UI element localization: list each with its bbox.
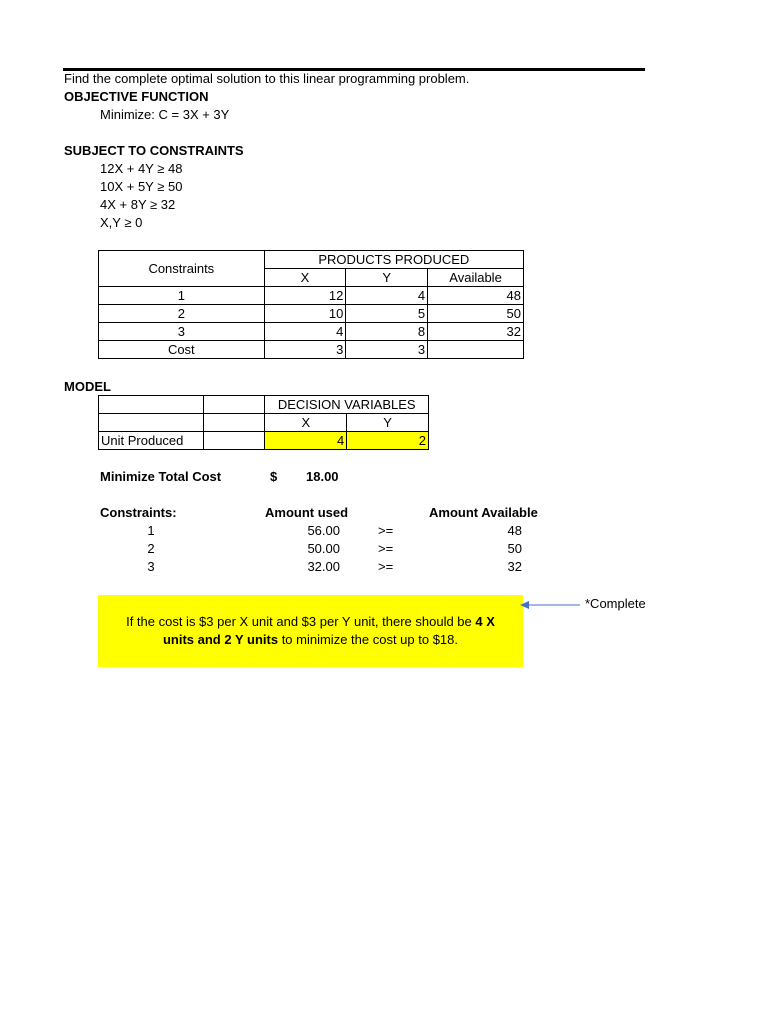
currency-symbol: $ — [270, 469, 278, 484]
unit-produced-label: Unit Produced — [99, 432, 204, 450]
row-label: 3 — [99, 323, 265, 341]
decision-table — [98, 395, 429, 450]
amount-available-label: Amount Available — [429, 505, 538, 520]
header-x: X — [265, 414, 347, 432]
constraint-2: 10X + 5Y ≥ 50 — [100, 179, 183, 194]
table-row — [99, 305, 524, 323]
row-label: 1 — [99, 287, 265, 305]
conclusion-text-bold: 4 X units and 2 Y units — [162, 614, 495, 647]
amount-used: 32.00 — [307, 559, 340, 574]
cell-y: 4 — [346, 287, 428, 305]
cell-x: 10 — [264, 305, 346, 323]
min-cost-label: Minimize Total Cost — [100, 469, 222, 484]
table-row — [99, 323, 524, 341]
side-note: *Complete — [585, 596, 646, 611]
row-label: Cost — [99, 341, 265, 359]
cell-available: 48 — [428, 287, 524, 305]
cell-y: 8 — [346, 323, 428, 341]
header-x: X — [264, 269, 346, 287]
constraints-heading: SUBJECT TO CONSTRAINTS — [64, 143, 244, 158]
header-y: Y — [346, 269, 428, 287]
constraint-number: 1 — [147, 523, 155, 538]
constraint-number: 2 — [147, 541, 155, 556]
cell-available: 32 — [428, 323, 524, 341]
conclusion-text-pre: If the cost is $3 per X unit and $3 per Y unit, there should be — [126, 614, 476, 629]
cell-x: 12 — [264, 287, 346, 305]
table-row — [99, 432, 429, 450]
cell-x: 3 — [264, 341, 346, 359]
constraint-number: 3 — [147, 559, 155, 574]
cell-available: 50 — [428, 305, 524, 323]
constraint-1: 12X + 4Y ≥ 48 — [100, 161, 183, 176]
x-value-cell[interactable]: 4 — [265, 432, 347, 450]
problem-prompt: Find the complete optimal solution to this linear programming problem. — [64, 71, 470, 86]
constraint-3: 4X + 8Y ≥ 32 — [100, 197, 176, 212]
empty-cell — [99, 396, 204, 414]
conclusion-text-post: to minimize the cost up to $18. — [278, 632, 459, 647]
header-y: Y — [347, 414, 429, 432]
arrow-left-icon — [518, 598, 582, 612]
cell-y: 3 — [346, 341, 428, 359]
objective-function: Minimize: C = 3X + 3Y — [100, 107, 230, 122]
table-row — [99, 287, 524, 305]
conclusion-text — [111, 613, 511, 649]
objective-heading: OBJECTIVE FUNCTION — [64, 89, 209, 104]
cell-available — [428, 341, 524, 359]
amount-available: 32 — [507, 559, 522, 574]
amount-available: 48 — [507, 523, 522, 538]
cell-y: 5 — [346, 305, 428, 323]
row-label: 2 — [99, 305, 265, 323]
empty-cell — [203, 396, 265, 414]
empty-cell — [99, 414, 204, 432]
constraints-label: Constraints: — [100, 505, 177, 520]
cell-x: 4 — [264, 323, 346, 341]
table-row — [99, 341, 524, 359]
operator: >= — [378, 523, 394, 538]
amount-used-label: Amount used — [265, 505, 349, 520]
amount-available: 50 — [507, 541, 522, 556]
operator: >= — [378, 559, 394, 574]
constraint-nonneg: X,Y ≥ 0 — [100, 215, 143, 230]
y-value-cell[interactable]: 2 — [347, 432, 429, 450]
empty-cell — [203, 414, 265, 432]
operator: >= — [378, 541, 394, 556]
amount-used: 56.00 — [307, 523, 340, 538]
decision-variables-header: DECISION VARIABLES — [265, 396, 429, 414]
model-heading: MODEL — [64, 379, 111, 394]
products-table — [98, 250, 524, 359]
header-products-produced: PRODUCTS PRODUCED — [264, 251, 523, 269]
empty-cell — [203, 432, 265, 450]
header-available: Available — [428, 269, 524, 287]
amount-used: 50.00 — [307, 541, 340, 556]
min-cost-value: 18.00 — [306, 469, 339, 484]
conclusion-callout — [98, 595, 523, 667]
header-constraints: Constraints — [99, 251, 265, 287]
